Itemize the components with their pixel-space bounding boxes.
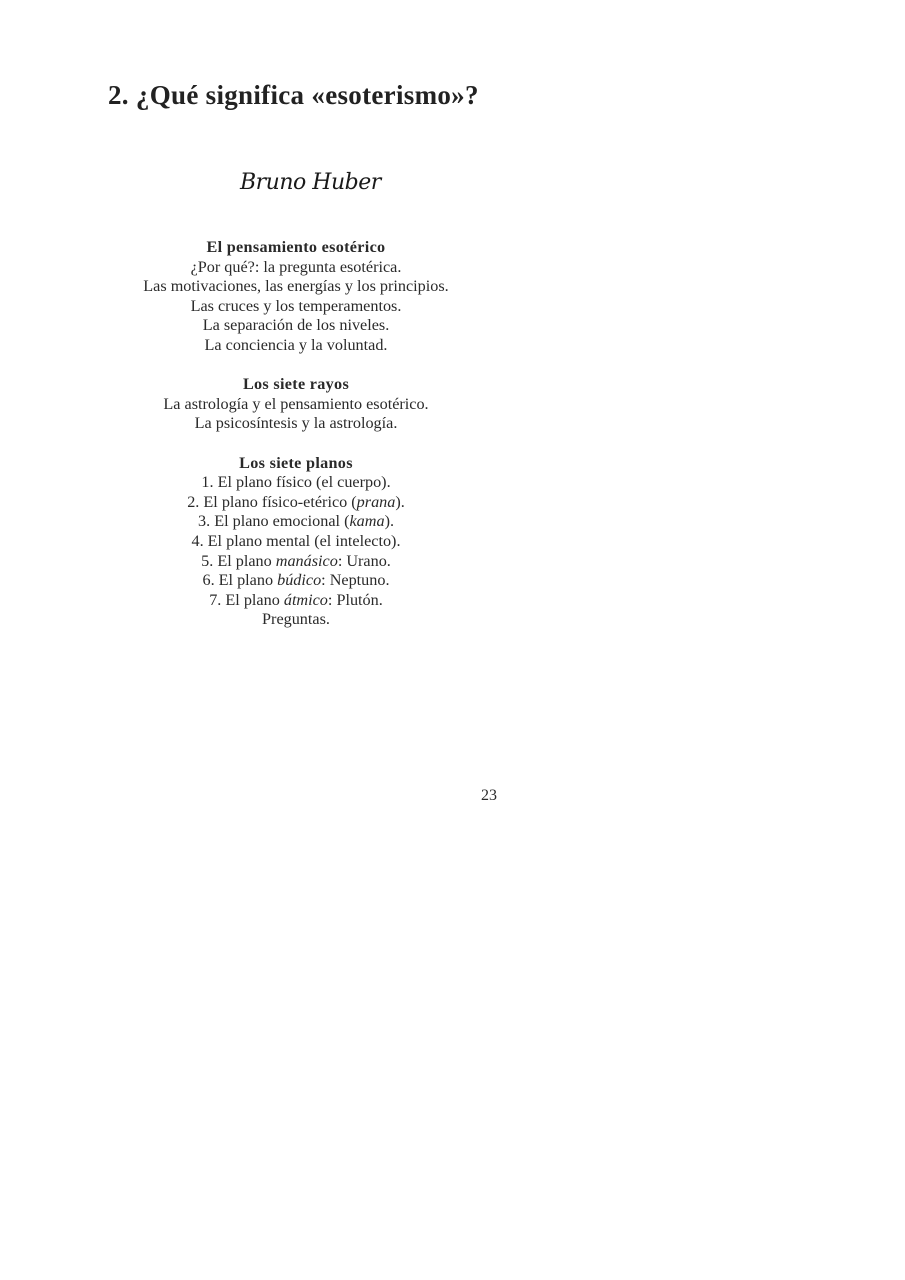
section-siete-rayos	[96, 375, 496, 434]
page-number: 23	[481, 787, 497, 804]
section-pensamiento-esoterico	[96, 238, 496, 356]
section-heading: Los siete rayos	[242, 375, 350, 394]
chapter-title: 2. ¿Qué significa «esoterismo»?	[108, 80, 479, 110]
content-line: 4. El plano mental (el intelecto).	[191, 531, 401, 550]
chapter-contents	[96, 238, 496, 649]
content-line: ¿Por qué?: la pregunta esotérica.	[190, 257, 402, 276]
section-heading: El pensamiento esotérico	[206, 238, 386, 256]
content-line: 2. El plano físico-etérico (prana).	[187, 492, 405, 511]
section-heading: Los siete planos	[239, 453, 353, 472]
content-line: Las cruces y los temperamentos.	[190, 296, 402, 315]
content-line: 5. El plano manásico: Urano.	[201, 551, 391, 570]
content-line: 7. El plano átmico: Plutón.	[209, 590, 383, 609]
content-line: La separación de los niveles.	[202, 316, 390, 335]
content-line: La conciencia y la voluntad.	[204, 335, 388, 354]
content-line: 6. El plano búdico: Neptuno.	[202, 571, 390, 590]
content-line: 1. El plano físico (el cuerpo).	[201, 473, 391, 492]
content-line: La psicosíntesis y la astrología.	[194, 414, 398, 433]
content-line: 3. El plano emocional (kama).	[198, 512, 394, 531]
section-siete-planos	[96, 454, 496, 630]
content-line: Las motivaciones, las energías y los principios.	[143, 277, 449, 296]
author-signature: Bruno Huber	[240, 170, 381, 195]
content-line: La astrología y el pensamiento esotérico.	[163, 394, 429, 413]
content-line: Preguntas.	[262, 610, 330, 629]
